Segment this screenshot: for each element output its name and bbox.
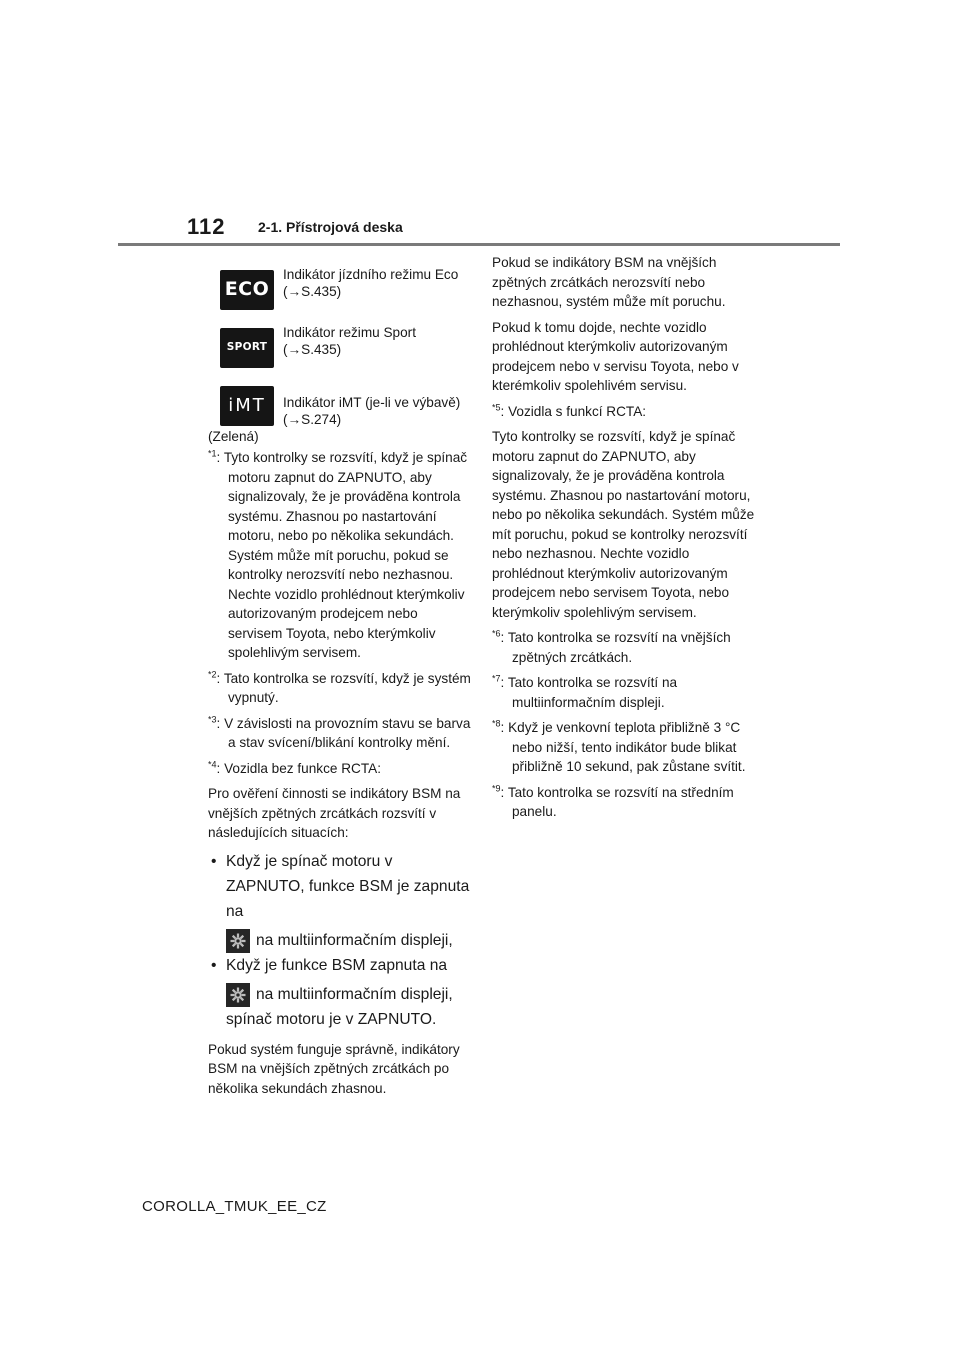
indicator-label: Indikátor režimu Sport [283, 325, 416, 340]
list-item [208, 953, 472, 1032]
right-column [492, 253, 758, 828]
footnote-5 [492, 402, 758, 422]
list-item-text: na multiinformačním displeji, spínač motoru je v ZAPNUTO. [226, 985, 453, 1028]
footnote-2 [208, 669, 472, 708]
inline-icon-row [226, 982, 472, 1032]
footnote-text: : Tyto kontrolky se rozsvítí, když je spínač motoru zapnut do ZAPNUTO, aby signalizovaly, že je prováděna kontrola systému. Zhasnou po nastartování motoru, nebo po několika sekundách. Systém může mít poruchu, pokud se kontrolky nerozsvítí nebo nezhasnou. Nechte vozidlo prohlédnout kterýmkoliv autorizovaným prodejcem nebo servisem Toyota, nebo kterýmkoliv spolehlivým servisem. [216, 450, 468, 660]
paragraph: Pokud k tomu dojde, nechte vozidlo prohlédnout kterýmkoliv autorizovaným prodejcem nebo v servisu Toyota, nebo v kterémkoliv spolehlivém servisu. [492, 319, 739, 393]
footnote-mark: *1 [208, 448, 217, 459]
list-item-text: na multiinformačním displeji, [256, 931, 453, 949]
footnote-text: : Vozidla bez funkce RCTA: [216, 760, 381, 776]
footnote-1 [208, 448, 472, 663]
indicator-page-ref: (→S.274) [283, 412, 342, 427]
footnote-3 [208, 714, 472, 753]
footnote-text: : Tato kontrolka se rozsvítí, když je systém vypnutý. [216, 670, 471, 705]
indicator-description [283, 394, 473, 428]
indicator-color-caption: (Zelená) [208, 429, 259, 444]
indicator-row-imt [208, 382, 472, 442]
indicator-label: Indikátor iMT (je-li ve výbavě) [283, 395, 461, 410]
gear-icon [226, 929, 250, 953]
footnote-text: : V závislosti na provozním stavu se barva a stav svícení/blikání kontrolky mění. [216, 715, 471, 750]
page-number: 112 [187, 214, 226, 239]
indicator-page-ref: (→S.435) [283, 342, 342, 357]
footnote-mark: *9 [492, 782, 501, 793]
footnote-text: : Vozidla s funkcí RCTA: [500, 403, 647, 419]
list-item [208, 849, 472, 953]
footnote-text: : Tato kontrolka se rozsvítí na středním panelu. [500, 784, 734, 819]
footnote-mark: *4 [208, 758, 217, 769]
footnote-text: : Když je venkovní teplota přibližně 3 °C nebo nižší, tento indikátor bude blikat přibližně 10 sekund, pak zůstane svítit. [500, 720, 746, 774]
footnote-7 [492, 673, 758, 712]
left-column [208, 266, 472, 1104]
inline-icon-row [226, 928, 472, 953]
indicator-page-ref: (→S.435) [283, 284, 342, 299]
footnote-4 [208, 759, 472, 779]
eco-mode-icon: ECO [220, 270, 274, 310]
paragraph: Pokud systém funguje správně, indikátory BSM na vnějších zpětných zrcátkách po několika sekundách zhasnou. [208, 1041, 460, 1096]
sport-mode-icon: SPORT [220, 328, 274, 368]
footnote-mark: *3 [208, 713, 217, 724]
imt-icon: iMT [220, 386, 274, 426]
indicator-description [283, 324, 473, 358]
list-item-text: Když je funkce BSM zapnuta na [226, 956, 448, 974]
indicator-row-sport [208, 324, 472, 376]
footnote-mark: *6 [492, 628, 501, 639]
footnote-mark: *5 [492, 401, 501, 412]
indicator-row-eco [208, 266, 472, 318]
footnote-text: : Tato kontrolka se rozsvítí na vnějších zpětných zrcátkách. [500, 630, 731, 665]
footnote-mark: *8 [492, 718, 501, 729]
gear-icon [226, 983, 250, 1007]
document-code: COROLLA_TMUK_EE_CZ [142, 1198, 327, 1215]
footnote-8 [492, 718, 758, 777]
indicator-label: Indikátor jízdního režimu Eco [283, 267, 459, 282]
footnote-text: : Tato kontrolka se rozsvítí na multiinformačním displeji. [500, 675, 678, 710]
footnote-9 [492, 783, 758, 822]
footnote-6 [492, 628, 758, 667]
bullet-list [208, 849, 472, 1032]
indicator-description [283, 266, 473, 300]
paragraph: Pokud se indikátory BSM na vnějších zpětných zrcátkách nerozsvítí nebo nezhasnou, systém může mít poruchu. [492, 255, 726, 309]
footnote-mark: *2 [208, 668, 217, 679]
paragraph: Pro ověření činnosti se indikátory BSM na vnějších zpětných zrcátkách rozsvítí v následujících situacích: [208, 786, 461, 840]
footnote-mark: *7 [492, 673, 501, 684]
paragraph: Tyto kontrolky se rozsvítí, když je spínač motoru zapnut do ZAPNUTO, aby signalizovaly, že je prováděna kontrola systému. Zhasnou po nastartování motoru, nebo po několika sekundách. Systém může mít poruchu, pokud se kontrolky nerozsvítí nebo nezhasnou. Nechte vozidlo prohlédnout kterýmkoliv autorizovaným prodejcem nebo servisem Toyota, nebo kterýmkoliv spolehlivým servisem. [492, 429, 755, 620]
header-rule [118, 243, 840, 246]
section-title: 2-1. Přístrojová deska [258, 219, 403, 235]
list-item-text: Když je spínač motoru v ZAPNUTO, funkce BSM je zapnuta na [226, 852, 470, 920]
